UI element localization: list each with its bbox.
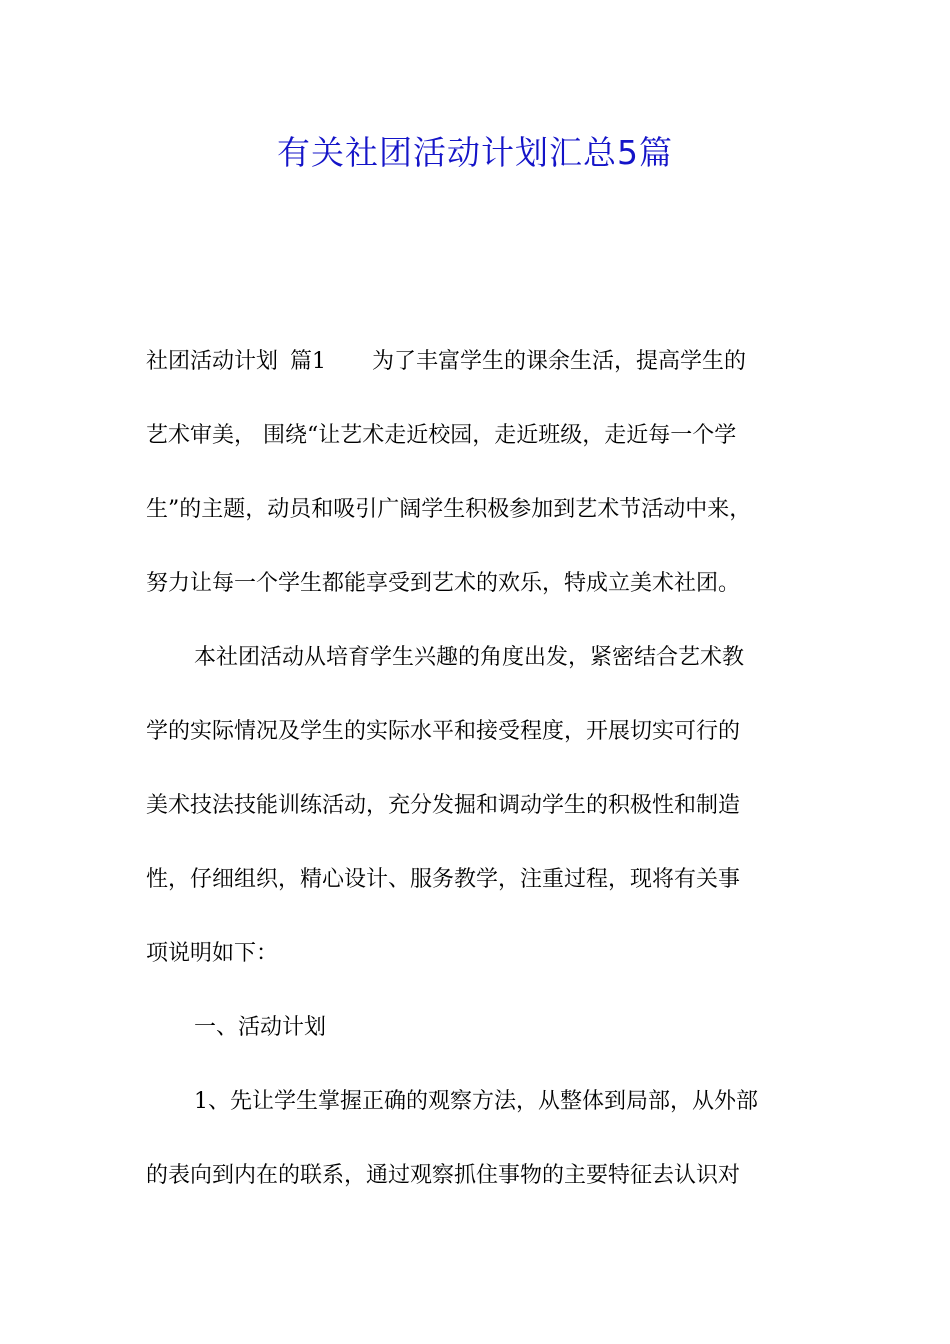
paragraph-line: 本社团活动从培育学生兴趣的角度出发，紧密结合艺术教 — [194, 645, 745, 670]
line-text: 为了丰富学生的课余生活，提高学生的 — [372, 349, 747, 374]
paragraph-line: 的表向到内在的联系，通过观察抓住事物的主要特征去认识对 — [146, 1163, 741, 1188]
document-title: 有关社团活动计划汇总5篇 — [277, 133, 673, 172]
section-number: 篇1 — [290, 349, 327, 374]
paragraph-line: 生”的主题，动员和吸引广阔学生积极参加到艺术节活动中来， — [146, 497, 752, 522]
paragraph-line: 学的实际情况及学生的实际水平和接受程度，开展切实可行的 — [146, 719, 741, 744]
paragraph-line: 性，仔细组织，精心设计、服务教学，注重过程，现将有关事 — [146, 867, 741, 892]
paragraph-line: 1、先让学生掌握正确的观察方法，从整体到局部，从外部 — [194, 1089, 758, 1114]
paragraph-line — [146, 342, 816, 382]
section-heading: 一、活动计划 — [194, 1015, 327, 1040]
section-heading: 社团活动计划 — [146, 349, 279, 374]
paragraph-line: 项说明如下： — [146, 941, 279, 966]
paragraph-line: 美术技法技能训练活动，充分发掘和调动学生的积极性和制造 — [146, 793, 741, 818]
paragraph-line: 努力让每一个学生都能享受到艺术的欢乐，特成立美术社团。 — [146, 571, 741, 596]
paragraph-line: 艺术审美， 围绕“让艺术走近校园，走近班级，走近每一个学 — [146, 423, 737, 448]
